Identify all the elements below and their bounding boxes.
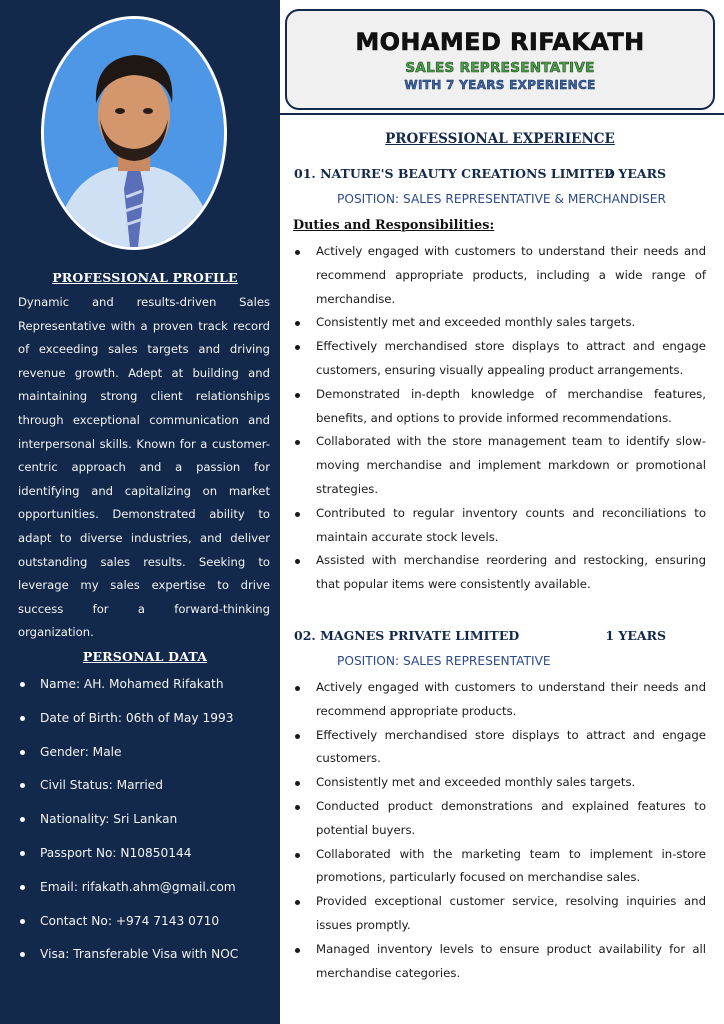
job-2-duty: Consistently met and exceeded monthly sales targets. [294,771,706,795]
job-2-duties [294,676,706,985]
personal-dob: Date of Birth: 06th of May 1993 [18,706,274,740]
job-1-duties [294,240,706,597]
personal-civil-status: Civil Status: Married [18,773,274,807]
profile-photo-frame [41,16,227,250]
divider [280,113,724,115]
experience-heading: PROFESSIONAL EXPERIENCE [385,131,615,147]
candidate-name: MOHAMED RIFAKATH [355,28,645,56]
job-1-years: 2 YEARS [605,166,666,181]
candidate-role: SALES REPRESENTATIVE [405,60,595,76]
job-1-company-name: 01. NATURE'S BEAUTY CREATIONS LIMITED [294,166,615,181]
job-2-years: 1 YEARS [605,628,666,643]
personal-email: Email: rifakath.ahm@gmail.com [18,875,274,909]
job-1-duty: Collaborated with the store management team to identify slow-moving merchandise and implement markdown or promotional strategies. [294,430,706,501]
job-2-duty: Effectively merchandised store displays to attract and engage customers. [294,724,706,772]
duties-heading: Duties and Responsibilities: [293,218,495,233]
job-1-position: POSITION: SALES REPRESENTATIVE & MERCHANDISER [337,192,666,206]
job-1-duty: Contributed to regular inventory counts and reconciliations to maintain accurate stock levels. [294,502,706,550]
personal-passport: Passport No: N10850144 [18,841,274,875]
candidate-experience: WITH 7 YEARS EXPERIENCE [404,78,596,92]
personal-data-heading: PERSONAL DATA [82,649,208,664]
profile-summary: Dynamic and results-driven Sales Representative with a proven track record of exceeding sales targets and driving revenue growth. Adept at building and maintaining strong client relationships through exceptional communication and interpersonal skills. Known for a customer-centric approach and a passion for identifying and capitalizing on market opportunities. Demonstrated ability to adapt to diverse industries, and deliver outstanding sales results. Seeking to leverage my sales expertise to drive success for a forward-thinking organization. [18,295,270,640]
header-card [285,9,715,110]
job-2-position: POSITION: SALES REPRESENTATIVE [337,654,551,668]
personal-name: Name: AH. Mohamed Rifakath [18,672,274,706]
profile-heading: PROFESSIONAL PROFILE [52,270,238,285]
job-1-duty: Consistently met and exceeded monthly sales targets. [294,311,706,335]
job-2-company [294,628,684,643]
job-2-duty: Managed inventory levels to ensure product availability for all merchandise categories. [294,938,706,986]
personal-nationality: Nationality: Sri Lankan [18,807,274,841]
personal-visa: Visa: Transferable Visa with NOC [18,942,274,976]
job-1-duty: Assisted with merchandise reordering and restocking, ensuring that popular items were consistently available. [294,549,706,597]
job-1-duty: Effectively merchandised store displays to attract and engage customers, ensuring visually appealing product arrangements. [294,335,706,383]
personal-gender: Gender: Male [18,740,274,774]
profile-photo [44,19,224,247]
job-1-duty: Actively engaged with customers to understand their needs and recommend appropriate products, including a wide range of merchandise. [294,240,706,311]
personal-data-list [18,672,274,976]
job-2-duty: Provided exceptional customer service, resolving inquiries and issues promptly. [294,890,706,938]
sidebar [0,0,280,1024]
job-2-company-name: 02. MAGNES PRIVATE LIMITED [294,628,520,643]
personal-contact: Contact No: +974 7143 0710 [18,909,274,943]
job-1-duty: Demonstrated in-depth knowledge of merchandise features, benefits, and options to provide informed recommendations. [294,383,706,431]
job-1-company [294,166,684,181]
job-2-duty: Conducted product demonstrations and explained features to potential buyers. [294,795,706,843]
job-2-duty: Actively engaged with customers to understand their needs and recommend appropriate products. [294,676,706,724]
job-2-duty: Collaborated with the marketing team to implement in-store promotions, particularly focused on merchandise sales. [294,843,706,891]
person-portrait-icon [44,19,224,247]
